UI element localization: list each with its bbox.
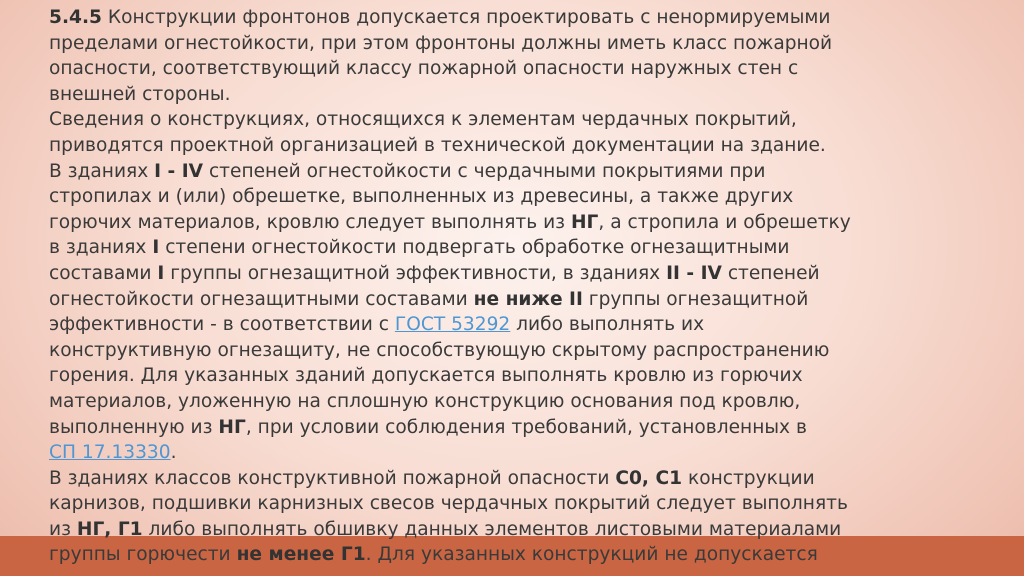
- document-link[interactable]: СП 17.13330: [49, 442, 171, 464]
- text-line: [49, 133, 1009, 159]
- text-run: эффективности - в соответствии с: [49, 314, 395, 336]
- text-run: .: [170, 442, 177, 464]
- text-run: В зданиях: [49, 160, 155, 182]
- text-run: степени огнестойкости подвергать обработке огнезащитными: [159, 237, 790, 259]
- text-run: карнизов, подшивки карнизных свесов чердачных покрытий следует выполнять: [49, 493, 848, 515]
- text-run: внешней стороны.: [49, 83, 231, 105]
- text-line: [49, 107, 1009, 133]
- text-run: степеней огнестойкости с чердачными покрытиями при: [203, 160, 766, 182]
- text-line: [49, 5, 1009, 31]
- text-line: [49, 31, 1009, 57]
- text-run: горючих материалов, кровлю следует выполнять из: [49, 211, 571, 233]
- text-line: [49, 466, 1009, 492]
- document-text: [49, 5, 1009, 568]
- text-run: либо выполнять их: [510, 314, 705, 336]
- text-line: [49, 312, 1009, 338]
- text-run: либо выполнять обшивку данных элементов листовыми материалами: [142, 518, 842, 540]
- text-run: . Для указанных конструкций не допускается: [365, 544, 818, 566]
- bold-term: НГ, Г1: [76, 518, 143, 540]
- text-run: составами: [49, 262, 158, 284]
- text-run: , а стропила и обрешетку: [598, 211, 851, 233]
- text-run: конструктивную огнезащиту, не способствующую скрытому распространению: [49, 339, 830, 361]
- text-run: выполненную из: [49, 416, 219, 438]
- bold-term: II - IV: [666, 262, 722, 284]
- text-line: [49, 542, 1009, 568]
- bold-term: не ниже II: [473, 288, 583, 310]
- text-line: [49, 491, 1009, 517]
- bold-term: НГ: [570, 211, 599, 233]
- text-line: [49, 261, 1009, 287]
- text-run: пределами огнестойкости, при этом фронтоны должны иметь класс пожарной: [49, 32, 833, 54]
- bold-term: I - IV: [154, 160, 204, 182]
- text-line: [49, 517, 1009, 543]
- text-run: группы огнезащитной: [582, 288, 809, 310]
- text-line: [49, 159, 1009, 185]
- bold-term: не менее Г1: [236, 544, 366, 566]
- text-line: [49, 184, 1009, 210]
- bold-term: I: [157, 262, 165, 284]
- text-run: из: [49, 518, 77, 540]
- text-run: материалов, уложенную на сплошную конструкцию основания под кровлю,: [49, 390, 801, 412]
- text-run: горения. Для указанных зданий допускается выполнять кровлю из горючих: [49, 365, 803, 387]
- text-line: [49, 235, 1009, 261]
- text-line: [49, 440, 1009, 466]
- bold-term: С0, С1: [615, 467, 683, 489]
- text-run: в зданиях: [49, 237, 153, 259]
- text-run: группы горючести: [49, 544, 237, 566]
- bold-term: НГ: [218, 416, 246, 438]
- text-run: , при условии соблюдения требований, установленных в: [245, 416, 807, 438]
- text-line: [49, 82, 1009, 108]
- paragraph: [49, 466, 1009, 568]
- text-run: Конструкции фронтонов допускается проектировать с ненормируемыми: [101, 7, 831, 28]
- text-line: [49, 389, 1009, 415]
- text-run: опасности, соответствующий классу пожарной опасности наружных стен с: [49, 58, 799, 80]
- text-run: огнестойкости огнезащитными составами: [49, 288, 474, 310]
- text-run: степеней: [721, 262, 820, 284]
- text-run: группы огнезащитной эффективности, в зданиях: [164, 262, 667, 284]
- text-line: [49, 287, 1009, 313]
- text-run: Сведения о конструкциях, относящихся к элементам чердачных покрытий,: [49, 109, 797, 131]
- document-link[interactable]: ГОСТ 53292: [394, 314, 511, 336]
- text-run: В зданиях классов конструктивной пожарной опасности: [49, 467, 616, 489]
- text-line: [49, 338, 1009, 364]
- bold-term: I: [152, 237, 160, 259]
- paragraph: [49, 107, 1009, 158]
- text-line: [49, 415, 1009, 441]
- paragraph: [49, 5, 1009, 107]
- text-run: конструкции: [682, 467, 815, 489]
- text-line: [49, 210, 1009, 236]
- text-run: приводятся проектной организацией в технической документации на здание.: [49, 134, 826, 156]
- text-line: [49, 56, 1009, 82]
- bold-term: 5.4.5: [49, 7, 102, 28]
- paragraph: [49, 159, 1009, 466]
- text-line: [49, 363, 1009, 389]
- text-run: стропилах и (или) обрешетке, выполненных из древесины, а также других: [49, 186, 794, 208]
